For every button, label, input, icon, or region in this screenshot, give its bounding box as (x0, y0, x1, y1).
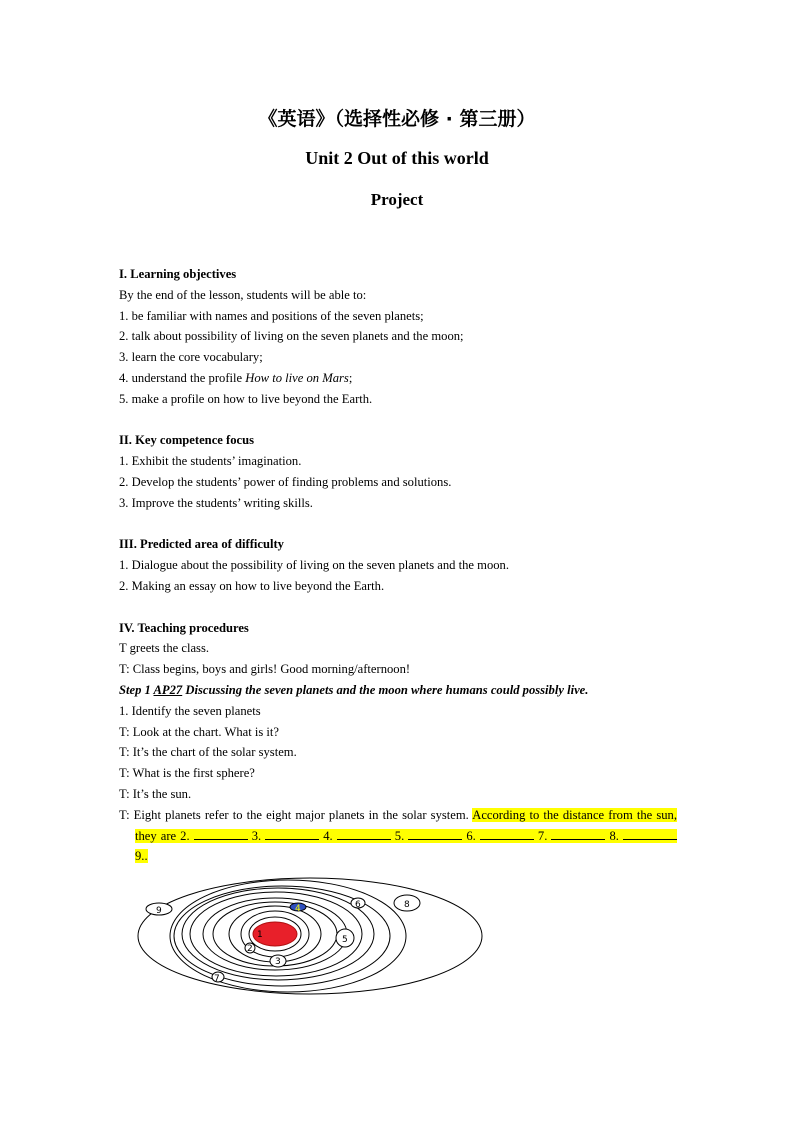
blank-number: 8. (609, 828, 619, 843)
competence-item: 3. Improve the students’ writing skills. (119, 495, 313, 510)
blank-line[interactable] (480, 827, 534, 840)
orbit-lines (138, 878, 482, 994)
blank-line[interactable] (265, 827, 319, 840)
objective-item: 2. talk about possibility of living on the seven planets and the moon; (119, 329, 464, 344)
label-8: 8 (404, 900, 410, 910)
dialogue-line: 1. Identify the seven planets (119, 703, 261, 718)
dialogue-line: T: It’s the sun. (119, 786, 192, 801)
blank-line[interactable] (337, 827, 391, 840)
label-3: 3 (275, 957, 281, 967)
section-title: Project (370, 190, 424, 209)
objective-item-end: ; (348, 370, 353, 385)
blank-number: 5. (394, 828, 405, 843)
label-7: 7 (214, 974, 220, 984)
difficulty-heading: III. Predicted area of difficulty (119, 537, 284, 552)
blank-line[interactable] (623, 827, 677, 840)
objective-item: 5. make a profile on how to live beyond the Earth. (119, 391, 373, 406)
objective-item: 3. learn the core vocabulary; (119, 350, 263, 365)
unit-title: Unit 2 Out of this world (305, 148, 489, 168)
blank-number: 7. (537, 828, 548, 843)
dialogue-line: T: It’s the chart of the solar system. (119, 745, 297, 760)
step-heading (119, 680, 677, 701)
label-2: 2 (247, 944, 253, 954)
dialogue-line: T: Look at the chart. What is it? (119, 724, 280, 739)
objective-item-text: 4. understand the profile (119, 370, 246, 385)
blank-number: 4. (323, 828, 333, 843)
blank-number: 2. (180, 828, 190, 843)
competence-item: 2. Develop the students’ power of finding problems and solutions. (119, 474, 452, 489)
blank-number: 6. (466, 828, 476, 843)
blank-line[interactable] (194, 827, 248, 840)
solar-system-diagram (130, 872, 490, 1002)
competence-item: 1. Exhibit the students’ imagination. (119, 454, 302, 469)
blank-number: 3. (251, 828, 262, 843)
objective-item: 1. be familiar with names and positions of the seven planets; (119, 308, 424, 323)
objectives-heading: I. Learning objectives (119, 267, 237, 281)
paragraph-text: T: Eight planets refer to the eight major planets in the solar system. (119, 807, 473, 822)
objectives-intro: By the end of the lesson, students will be able to: (119, 287, 367, 302)
planets-paragraph (119, 805, 677, 867)
difficulty-item: 1. Dialogue about the possibility of living on the seven planets and the moon. (119, 558, 509, 573)
profile-title: How to live on Mars (245, 370, 349, 385)
step-label: Step 1 (119, 682, 154, 697)
label-5: 5 (342, 935, 348, 945)
difficulty-item: 2. Making an essay on how to live beyond the Earth. (119, 578, 385, 593)
label-4: 4 (295, 904, 301, 914)
blank-line[interactable] (408, 827, 462, 840)
blank-line[interactable] (551, 827, 605, 840)
competence-heading: II. Key competence focus (119, 433, 255, 448)
objective-item (119, 368, 677, 389)
lesson-content (119, 264, 677, 867)
label-6: 6 (355, 900, 361, 910)
procedure-line: T greets the class. (119, 641, 209, 656)
highlighted-text: According to the distance from the sun, they are 2. 3. 4. 5. 6. 7. 8. 9.. (135, 807, 677, 864)
label-9: 9 (156, 906, 162, 916)
procedures-heading: IV. Teaching procedures (119, 620, 249, 635)
dialogue-line: T: What is the first sphere? (119, 766, 255, 781)
step-code: AP27 (153, 682, 183, 697)
book-title: 《英语》（选择性必修 · 第三册） (258, 108, 536, 130)
step-text: Discussing the seven planets and the moon where humans could possibly live. (182, 682, 589, 697)
label-1: 1 (257, 930, 263, 940)
procedure-line: T: Class begins, boys and girls! Good morning/afternoon! (119, 662, 411, 677)
blank-number: 9. (135, 849, 145, 864)
